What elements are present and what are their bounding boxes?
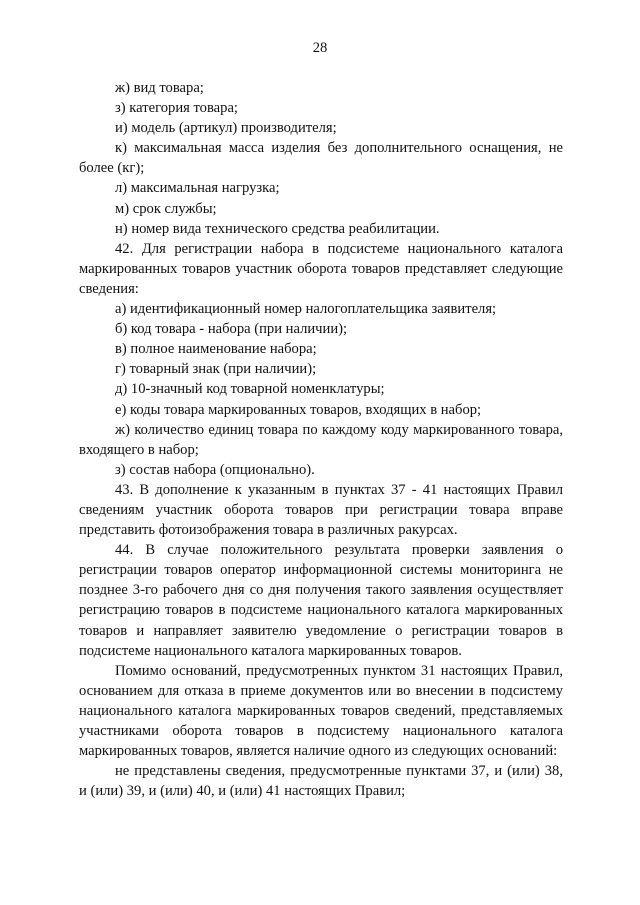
paragraph-item-l: л) максимальная нагрузка;: [115, 180, 280, 197]
paragraph-item-v: в) полное наименование набора;: [115, 341, 317, 358]
paragraph-item-z: з) категория товара;: [115, 100, 238, 117]
paragraph-ground-1: не представлены сведения, предусмотренные пунктами 37, и (или) 38, и (или) 39, и (или) 40, и (или) 41 настоящих Правил;: [79, 763, 563, 800]
paragraph-item-m: м) срок службы;: [115, 200, 217, 217]
paragraph-item-b: б) код товара - набора (при наличии);: [115, 321, 348, 338]
paragraph-section-44: 44. В случае положительного результата проверки заявления о регистрации товаров оператор информационной системы мониторинга не позднее 3-го рабочего дня со дня получения такого заявления осуществляет регистрацию товаров в подсистеме национального каталога маркированных товаров и направляет заявителю уведомление о регистрации товаров в подсистеме национального каталога маркированных товаров.: [79, 542, 563, 659]
paragraph-item-a: а) идентификационный номер налогоплательщика заявителя;: [115, 301, 497, 318]
paragraph-item-zh-2: ж) количество единиц товара по каждому коду маркированного товара, входящего в набор;: [79, 421, 563, 458]
paragraph-item-zh: ж) вид товара;: [115, 80, 204, 96]
paragraph-refusal-grounds: Помимо оснований, предусмотренных пунктом 31 настоящих Правил, основанием для отказа в приеме документов или во внесении в подсистему национального каталога маркированных товаров сведений, представляемых участниками оборота товаров в подсистему национального каталога маркированных товаров, является наличие одного из следующих оснований:: [79, 662, 563, 760]
paragraph-item-k: к) максимальная масса изделия без дополнительного оснащения, не более (кг);: [79, 140, 563, 177]
page-number: 28: [312, 40, 328, 56]
paragraph-section-43: 43. В дополнение к указанным в пунктах 37 - 41 настоящих Правил сведениям участник оборота товаров при регистрации товара вправе представить фотоизображения товара в различных ракурсах.: [79, 481, 563, 539]
paragraph-item-z-2: з) состав набора (опционально).: [115, 461, 315, 478]
paragraph-item-n: н) номер вида технического средства реабилитации.: [115, 220, 440, 237]
paragraph-item-d: д) 10-значный код товарной номенклатуры;: [115, 381, 385, 398]
document-body: [79, 78, 563, 801]
paragraph-item-e: е) коды товара маркированных товаров, входящих в набор;: [115, 401, 482, 418]
paragraph-item-g: г) товарный знак (при наличии);: [115, 361, 317, 378]
paragraph-item-i: и) модель (артикул) производителя;: [115, 120, 337, 137]
paragraph-section-42: 42. Для регистрации набора в подсистеме национального каталога маркированных товаров участник оборота товаров представляет следующие сведения:: [79, 240, 563, 297]
